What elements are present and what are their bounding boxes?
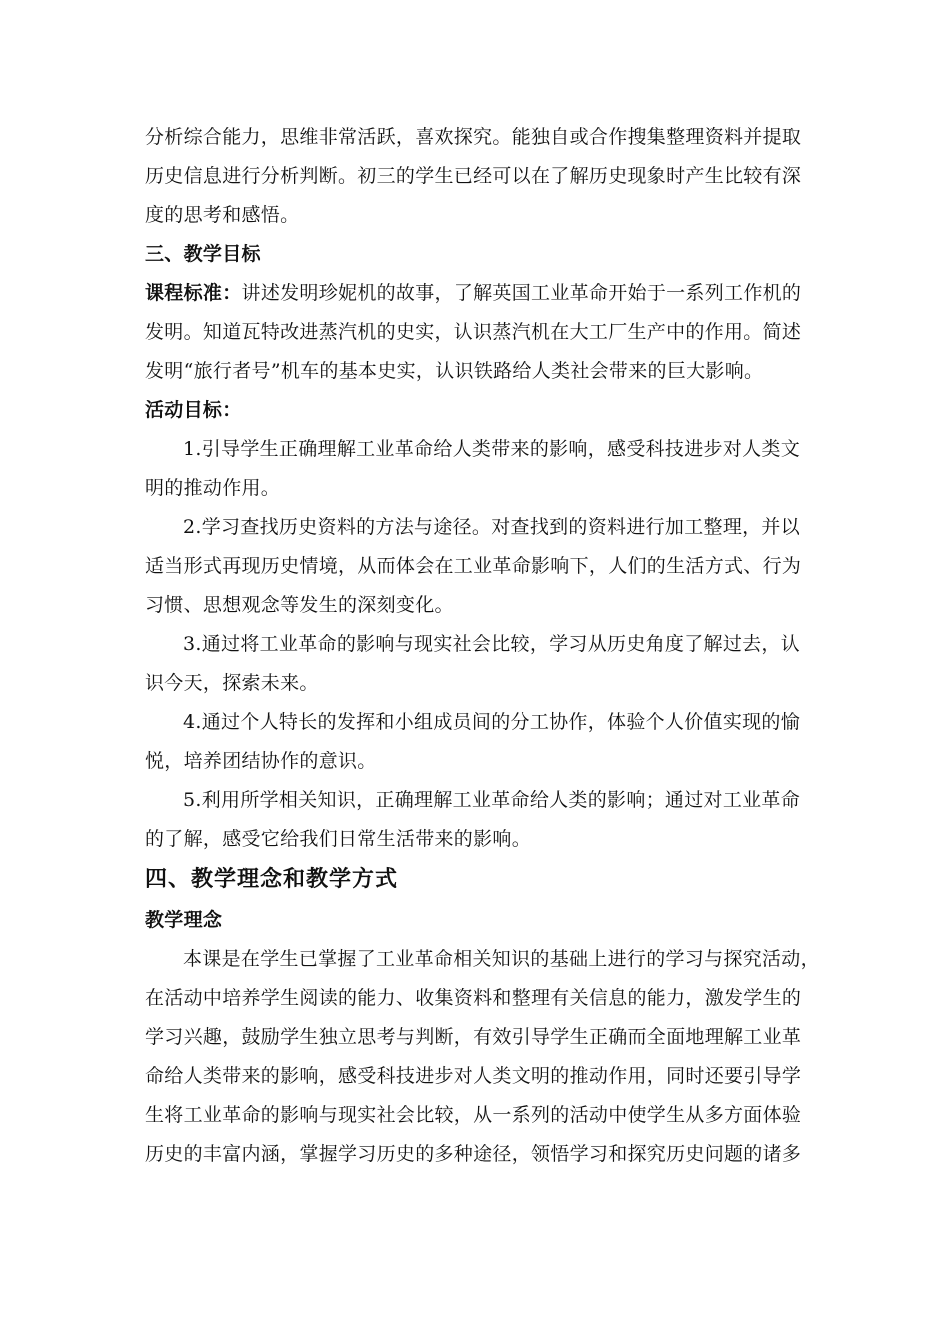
document-page: [145, 118, 820, 1174]
philosophy-line: 生将工业革命的影响与现实社会比较，从一系列的活动中使学生从多方面体验: [145, 1104, 802, 1126]
section3-heading: 三、教学目标: [145, 243, 261, 265]
philosophy-line: 本课是在学生已掌握了工业革命相关知识的基础上进行的学习与探究活动，: [183, 948, 820, 970]
goal-line: 适当形式再现历史情境，从而体会在工业革命影响下，人们的生活方式、行为: [145, 555, 802, 577]
philosophy-line: 在活动中培养学生阅读的能力、收集资料和整理有关信息的能力，激发学生的: [145, 987, 802, 1009]
goal-line: 4.通过个人特长的发挥和小组成员间的分工协作，体验个人价值实现的愉: [183, 711, 801, 733]
section4-subheading: 教学理念: [145, 909, 223, 931]
activity-label: 活动目标：: [145, 399, 242, 421]
goal-line: 明的推动作用。: [145, 477, 281, 499]
goal-line: 悦，培养团结协作的意识。: [145, 750, 377, 772]
philosophy-line: 历史的丰富内涵，掌握学习历史的多种途径，领悟学习和探究历史问题的诸多: [145, 1143, 802, 1165]
standard-label: 课程标准：: [145, 282, 242, 304]
goal-line: 5.利用所学相关知识，正确理解工业革命给人类的影响；通过对工业革命: [183, 789, 801, 811]
goal-line: 识今天，探索未来。: [145, 672, 319, 694]
goal-line: 的了解，感受它给我们日常生活带来的影响。: [145, 828, 532, 850]
intro-line: 分析综合能力，思维非常活跃，喜欢探究。能独自或合作搜集整理资料并提取: [145, 126, 802, 148]
standard-text: 讲述发明珍妮机的故事，了解英国工业革命开始于一系列工作机的: [241, 282, 802, 304]
goal-line: 习惯、思想观念等发生的深刻变化。: [145, 594, 454, 616]
intro-line: 历史信息进行分析判断。初三的学生已经可以在了解历史现象时产生比较有深: [145, 165, 802, 187]
philosophy-line: 学习兴趣，鼓励学生独立思考与判断，有效引导学生正确而全面地理解工业革: [145, 1026, 802, 1048]
standard-line: 发明“旅行者号”机车的基本史实，认识铁路给人类社会带来的巨大影响。: [145, 360, 764, 382]
philosophy-line: 命给人类带来的影响，感受科技进步对人类文明的推动作用，同时还要引导学: [145, 1065, 802, 1087]
intro-line: 度的思考和感悟。: [145, 204, 300, 226]
standard-line: [145, 274, 807, 313]
section4-heading: 四、教学理念和教学方式: [145, 867, 399, 892]
standard-line: 发明。知道瓦特改进蒸汽机的史实，认识蒸汽机在大工厂生产中的作用。简述: [145, 321, 802, 343]
goal-line: 2.学习查找历史资料的方法与途径。对查找到的资料进行加工整理，并以: [183, 516, 801, 538]
goal-line: 3.通过将工业革命的影响与现实社会比较，学习从历史角度了解过去，认: [183, 633, 801, 655]
goal-line: 1.引导学生正确理解工业革命给人类带来的影响，感受科技进步对人类文: [183, 438, 801, 460]
